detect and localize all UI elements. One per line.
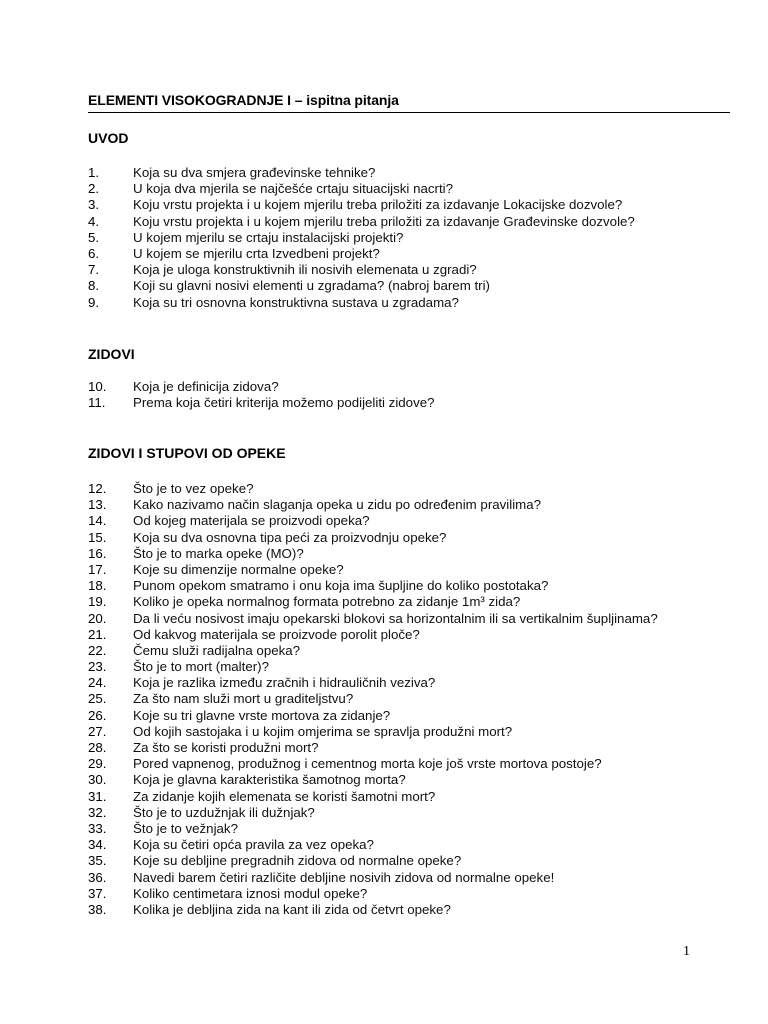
question-text: Što je to mort (malter)? bbox=[133, 659, 269, 675]
question-item bbox=[88, 230, 635, 246]
question-text: Kolika je debljina zida na kant ili zida od četvrt opeke? bbox=[133, 901, 451, 917]
question-text: Koje su debljine pregradnih zidova od normalne opeke? bbox=[133, 853, 462, 869]
question-number: 37. bbox=[88, 885, 107, 901]
section-title-zidovi: ZIDOVI bbox=[88, 346, 135, 362]
question-text: Koja su dva smjera građevinske tehnike? bbox=[133, 165, 376, 180]
question-text: Od kakvog materijala se proizvode porolit ploče? bbox=[133, 626, 420, 642]
question-item bbox=[88, 246, 635, 262]
question-text: Što je to vežnjak? bbox=[133, 820, 238, 836]
question-item bbox=[88, 821, 658, 837]
question-number: 35. bbox=[88, 853, 107, 869]
question-item bbox=[88, 724, 658, 740]
question-item bbox=[88, 546, 658, 562]
question-item bbox=[88, 805, 658, 821]
question-item bbox=[88, 837, 658, 853]
question-item bbox=[88, 691, 658, 707]
question-item bbox=[88, 675, 658, 691]
question-item bbox=[88, 513, 658, 529]
question-number: 11. bbox=[88, 395, 106, 411]
question-text: Koja je uloga konstruktivnih ili nosivih elemenata u zgradi? bbox=[133, 262, 477, 278]
question-number: 2. bbox=[88, 181, 100, 197]
question-item bbox=[88, 481, 658, 497]
question-text: Za što se koristi produžni mort? bbox=[133, 740, 319, 755]
question-number: 22. bbox=[88, 642, 107, 658]
question-number: 19. bbox=[88, 594, 107, 610]
question-list-zidovi bbox=[88, 379, 435, 411]
question-number: 14. bbox=[88, 513, 107, 529]
question-item bbox=[88, 278, 635, 294]
question-item bbox=[88, 594, 658, 610]
question-item bbox=[88, 562, 658, 578]
document-title: ELEMENTI VISOKOGRADNJE I – ispitna pitanja bbox=[88, 92, 399, 108]
question-item bbox=[88, 708, 658, 724]
question-item bbox=[88, 627, 658, 643]
question-number: 32. bbox=[88, 804, 107, 820]
question-text: Koji su glavni nosivi elementi u zgradama? (nabroj barem tri) bbox=[133, 278, 490, 294]
question-text: Što je to uzdužnjak ili dužnjak? bbox=[133, 804, 315, 820]
question-item bbox=[88, 740, 658, 756]
question-number: 16. bbox=[88, 545, 107, 561]
section-title-zidovi-i-stupovi: ZIDOVI I STUPOVI OD OPEKE bbox=[88, 445, 286, 461]
question-number: 31. bbox=[88, 788, 107, 804]
question-number: 12. bbox=[88, 481, 107, 496]
question-text: Punom opekom smatramo i onu koja ima šupljine do koliko postotaka? bbox=[133, 578, 549, 594]
question-number: 3. bbox=[88, 197, 100, 213]
question-text: Za zidanje kojih elemenata se koristi šamotni mort? bbox=[133, 788, 436, 804]
question-list-opeke bbox=[88, 481, 658, 918]
question-text: Što je to marka opeke (MO)? bbox=[133, 545, 304, 561]
question-item bbox=[88, 870, 658, 886]
question-item bbox=[88, 902, 658, 918]
question-text: Koja su tri osnovna konstruktivna sustava u zgradama? bbox=[133, 294, 459, 310]
question-number: 21. bbox=[88, 626, 107, 642]
page-number: 1 bbox=[683, 944, 690, 959]
question-text: Koja je definicija zidova? bbox=[133, 379, 279, 394]
question-text: Koja su četiri opća pravila za vez opeka? bbox=[133, 837, 374, 853]
question-text: U kojem se mjerilu crta Izvedbeni projekt? bbox=[133, 245, 380, 261]
question-item bbox=[88, 262, 635, 278]
question-text: Koja je razlika između zračnih i hidrauličnih veziva? bbox=[133, 675, 436, 691]
question-number: 27. bbox=[88, 723, 107, 739]
question-number: 5. bbox=[88, 229, 100, 245]
question-text: Koliko je opeka normalnog formata potrebno za zidanje 1m³ zida? bbox=[133, 594, 521, 610]
question-number: 38. bbox=[88, 901, 107, 917]
question-text: Od kojeg materijala se proizvodi opeka? bbox=[133, 513, 370, 529]
question-item bbox=[88, 611, 658, 627]
question-number: 36. bbox=[88, 869, 107, 885]
question-text: U koja dva mjerila se najčešće crtaju situacijski nacrti? bbox=[133, 181, 453, 197]
question-text: Koja je glavna karakteristika šamotnog morta? bbox=[133, 772, 406, 788]
question-list-uvod bbox=[88, 165, 635, 311]
question-text: Čemu služi radijalna opeka? bbox=[133, 642, 301, 658]
question-item bbox=[88, 789, 658, 805]
question-text: Za što nam služi mort u graditeljstvu? bbox=[133, 691, 354, 707]
question-number: 9. bbox=[88, 294, 100, 310]
question-item bbox=[88, 395, 435, 411]
question-number: 33. bbox=[88, 820, 107, 836]
question-text: U kojem mjerilu se crtaju instalacijski projekti? bbox=[133, 229, 404, 245]
question-number: 30. bbox=[88, 772, 107, 788]
question-item bbox=[88, 886, 658, 902]
question-text: Koje su tri glavne vrste mortova za zidanje? bbox=[133, 707, 391, 723]
question-number: 8. bbox=[88, 278, 100, 294]
question-item bbox=[88, 497, 658, 513]
question-item bbox=[88, 659, 658, 675]
question-text: Od kojih sastojaka i u kojim omjerima se spravlja produžni mort? bbox=[133, 723, 513, 739]
question-text: Koju vrstu projekta i u kojem mjerilu treba priložiti za izdavanje Lokacijske dozvole? bbox=[133, 197, 623, 213]
question-item bbox=[88, 756, 658, 772]
question-item bbox=[88, 578, 658, 594]
question-text: Pored vapnenog, produžnog i cementnog morta koje još vrste mortova postoje? bbox=[133, 756, 602, 772]
question-item bbox=[88, 214, 635, 230]
question-item bbox=[88, 772, 658, 788]
question-text: Što je to vez opeke? bbox=[133, 481, 254, 496]
question-number: 17. bbox=[88, 561, 107, 577]
question-text: Da li veću nosivost imaju opekarski blokovi sa horizontalnim ili sa vertikalnim šupljinama? bbox=[133, 610, 658, 626]
question-number: 15. bbox=[88, 529, 107, 545]
question-item bbox=[88, 379, 435, 395]
question-item bbox=[88, 530, 658, 546]
question-text: Navedi barem četiri različite debljine nosivih zidova od normalne opeke! bbox=[133, 869, 555, 885]
question-number: 1. bbox=[88, 165, 100, 180]
question-text: Prema koja četiri kriterija možemo podijeliti zidove? bbox=[133, 395, 435, 411]
question-number: 24. bbox=[88, 675, 107, 691]
question-text: Koliko centimetara iznosi modul opeke? bbox=[133, 885, 368, 901]
question-text: Kako nazivamo način slaganja opeka u zidu po određenim pravilima? bbox=[133, 497, 542, 513]
question-number: 29. bbox=[88, 756, 107, 772]
question-number: 18. bbox=[88, 578, 107, 594]
title-underline bbox=[88, 112, 730, 113]
question-number: 28. bbox=[88, 740, 107, 755]
question-number: 34. bbox=[88, 837, 107, 853]
question-number: 26. bbox=[88, 707, 107, 723]
section-title-uvod: UVOD bbox=[88, 130, 129, 146]
question-number: 6. bbox=[88, 245, 100, 261]
question-item bbox=[88, 165, 635, 181]
question-number: 25. bbox=[88, 691, 107, 707]
question-number: 7. bbox=[88, 262, 100, 278]
question-text: Koju vrstu projekta i u kojem mjerilu treba priložiti za izdavanje Građevinske dozvole? bbox=[133, 213, 635, 229]
question-number: 4. bbox=[88, 213, 100, 229]
question-item bbox=[88, 197, 635, 213]
question-number: 20. bbox=[88, 610, 107, 626]
question-text: Koje su dimenzije normalne opeke? bbox=[133, 561, 344, 577]
question-text: Koja su dva osnovna tipa peći za proizvodnju opeke? bbox=[133, 529, 447, 545]
question-number: 10. bbox=[88, 379, 107, 394]
question-number: 13. bbox=[88, 497, 107, 513]
question-item bbox=[88, 295, 635, 311]
question-number: 23. bbox=[88, 659, 107, 675]
question-item bbox=[88, 643, 658, 659]
question-item bbox=[88, 853, 658, 869]
question-item bbox=[88, 181, 635, 197]
